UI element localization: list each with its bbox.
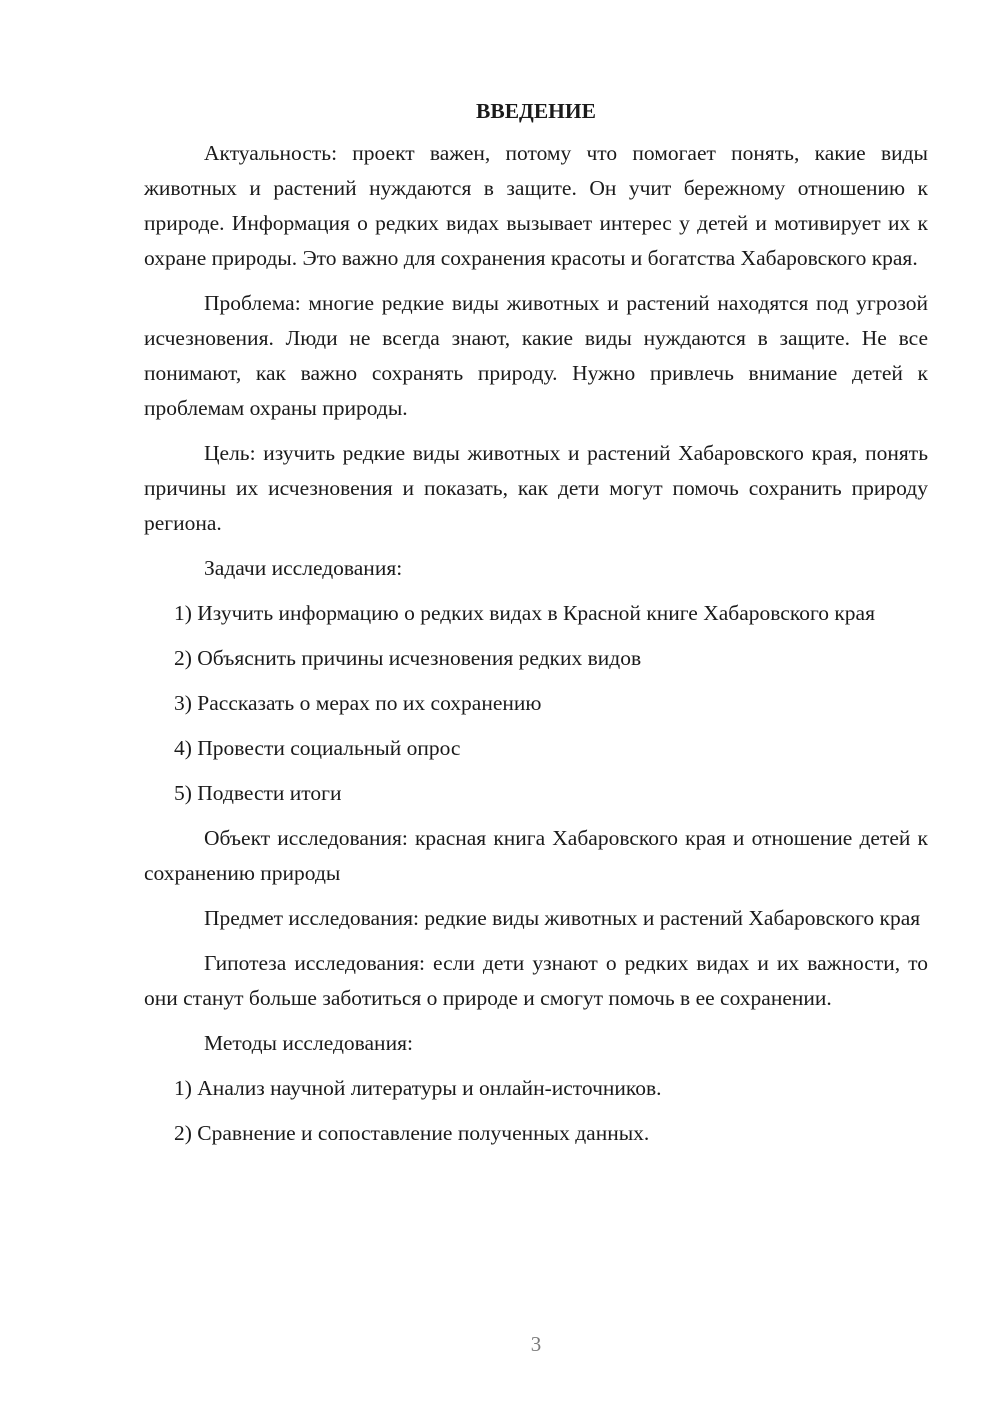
hypothesis-paragraph: Гипотеза исследования: если дети узнают о редких видах и их важности, то они станут больше заботиться о природе и смогут помочь в ее сохранении. <box>144 951 928 1010</box>
method-item: 1) Анализ научной литературы и онлайн-источников. <box>174 1076 662 1100</box>
tasks-heading: Задачи исследования: <box>204 556 403 580</box>
task-item: 5) Подвести итоги <box>174 781 342 805</box>
methods-heading: Методы исследования: <box>204 1031 413 1055</box>
object-paragraph: Объект исследования: красная книга Хабаровского края и отношение детей к сохранению природы <box>144 826 928 885</box>
page-title: ВВЕДЕНИЕ <box>476 99 596 123</box>
task-item: 3) Рассказать о мерах по их сохранению <box>174 691 542 715</box>
problem-paragraph: Проблема: многие редкие виды животных и растений находятся под угрозой исчезновения. Люди не всегда знают, какие виды нуждаются в защите. Не все понимают, как важно сохранять природу. Нужно привлечь внимание детей к проблемам охраны природы. <box>144 291 928 420</box>
document-page <box>144 96 928 1161</box>
task-item: 1) Изучить информацию о редких видах в Красной книге Хабаровского края <box>174 601 875 625</box>
relevance-paragraph: Актуальность: проект важен, потому что помогает понять, какие виды животных и растений нуждаются в защите. Он учит бережному отношению к природе. Информация о редких видах вызывает интерес у детей и мотивирует их к охране природы. Это важно для сохранения красоты и богатства Хабаровского края. <box>144 141 928 270</box>
method-item: 2) Сравнение и сопоставление полученных данных. <box>174 1121 650 1145</box>
goal-paragraph: Цель: изучить редкие виды животных и растений Хабаровского края, понять причины их исчезновения и показать, как дети могут помочь сохранить природу региона. <box>144 441 928 535</box>
page-number: 3 <box>530 1332 542 1356</box>
subject-paragraph: Предмет исследования: редкие виды животных и растений Хабаровского края <box>204 906 921 930</box>
task-item: 2) Объяснить причины исчезновения редких видов <box>174 646 642 670</box>
task-item: 4) Провести социальный опрос <box>174 736 461 760</box>
